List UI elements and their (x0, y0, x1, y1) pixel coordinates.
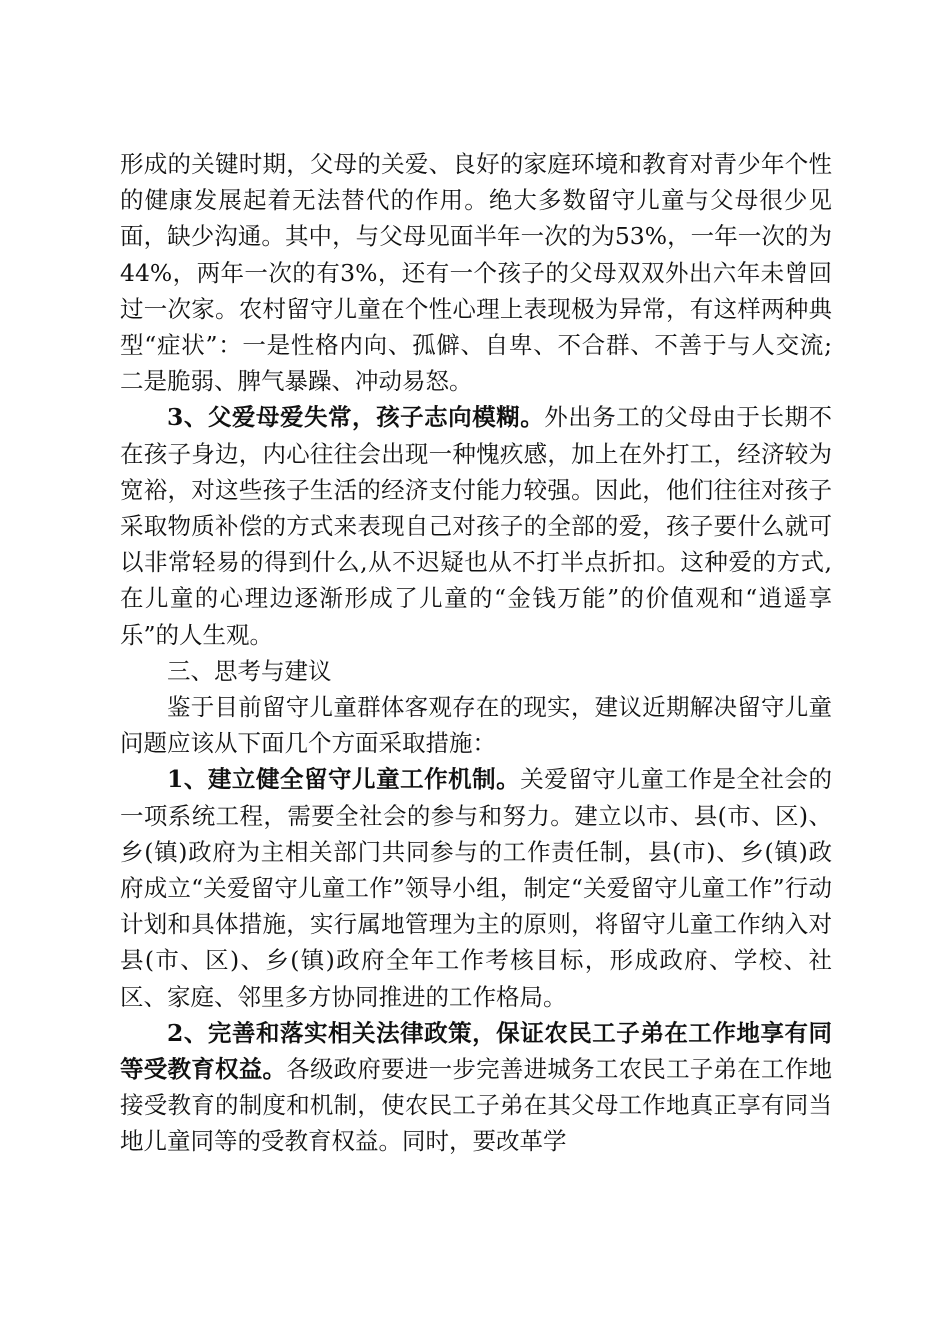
paragraph-intro (120, 689, 832, 761)
paragraph-text: 形成的关键时期，父母的关爱、良好的家庭环境和教育对青少年个性的健康发展起着无法替代的作用。绝大多数留守儿童与父母很少见面，缺少沟通。其中，与父母见面半年一次的为53%，一年一次的为44%，两年一次的有3%，还有一个孩子的父母双双外出六年未曾回过一次家。农村留守儿童在个性心理上表现极为异常，有这样两种典型“症状”：一是性格内向、孤僻、自卑、不合群、不善于与人交流;二是脆弱、脾气暴躁、冲动易怒。 (120, 150, 832, 396)
paragraph-heading: 3、父爱母爱失常，孩子志向模糊。 (167, 403, 545, 432)
paragraph-text: 各级政府要进一步完善进城务工农民工子弟在工作地接受教育的制度和机制，使农民工子弟在其父母工作地真正享有同当地儿童同等的受教育权益。同时，要改革学 (120, 1055, 833, 1156)
document-page (120, 146, 832, 1160)
paragraph-suggestion-1 (120, 761, 832, 1014)
section-heading (120, 653, 832, 689)
paragraph-heading: 1、建立健全留守儿童工作机制。 (167, 765, 521, 794)
paragraph-point-3 (120, 399, 832, 652)
paragraph-text: 外出务工的父母由于长期不在孩子身边，内心往往会出现一种愧疚感，加上在外打工，经济较为宽裕，对这些孩子生活的经济支付能力较强。因此，他们往往对孩子采取物质补偿的方式来表现自己对孩子的全部的爱，孩子要什么就可以非常轻易的得到什么,从不迟疑也从不打半点折扣。这种爱的方式,在儿童的心理边逐渐形成了儿童的“金钱万能”的价值观和“逍遥享乐”的人生观。 (120, 403, 832, 649)
paragraph-continuation (120, 146, 832, 399)
paragraph-suggestion-2 (120, 1015, 832, 1160)
section-heading-text: 三、思考与建议 (167, 656, 332, 685)
paragraph-text: 关爱留守儿童工作是全社会的一项系统工程，需要全社会的参与和努力。建立以市、县(市、区)、乡(镇)政府为主相关部门共同参与的工作责任制，县(市)、乡(镇)政府成立“关爱留守儿童工作”领导小组，制定“关爱留守儿童工作”行动计划和具体措施，实行属地管理为主的原则，将留守儿童工作纳入对县(市、区)、乡(镇)政府全年工作考核目标，形成政府、学校、社区、家庭、邻里多方协同推进的工作格局。 (120, 765, 833, 1011)
paragraph-text: 鉴于目前留守儿童群体客观存在的现实，建议近期解决留守儿童问题应该从下面几个方面采取措施： (120, 693, 832, 758)
paragraph-heading: 2、完善和落实相关法律政策，保证农民工子弟在工作地享有同等受教育权益。 (120, 1018, 832, 1084)
